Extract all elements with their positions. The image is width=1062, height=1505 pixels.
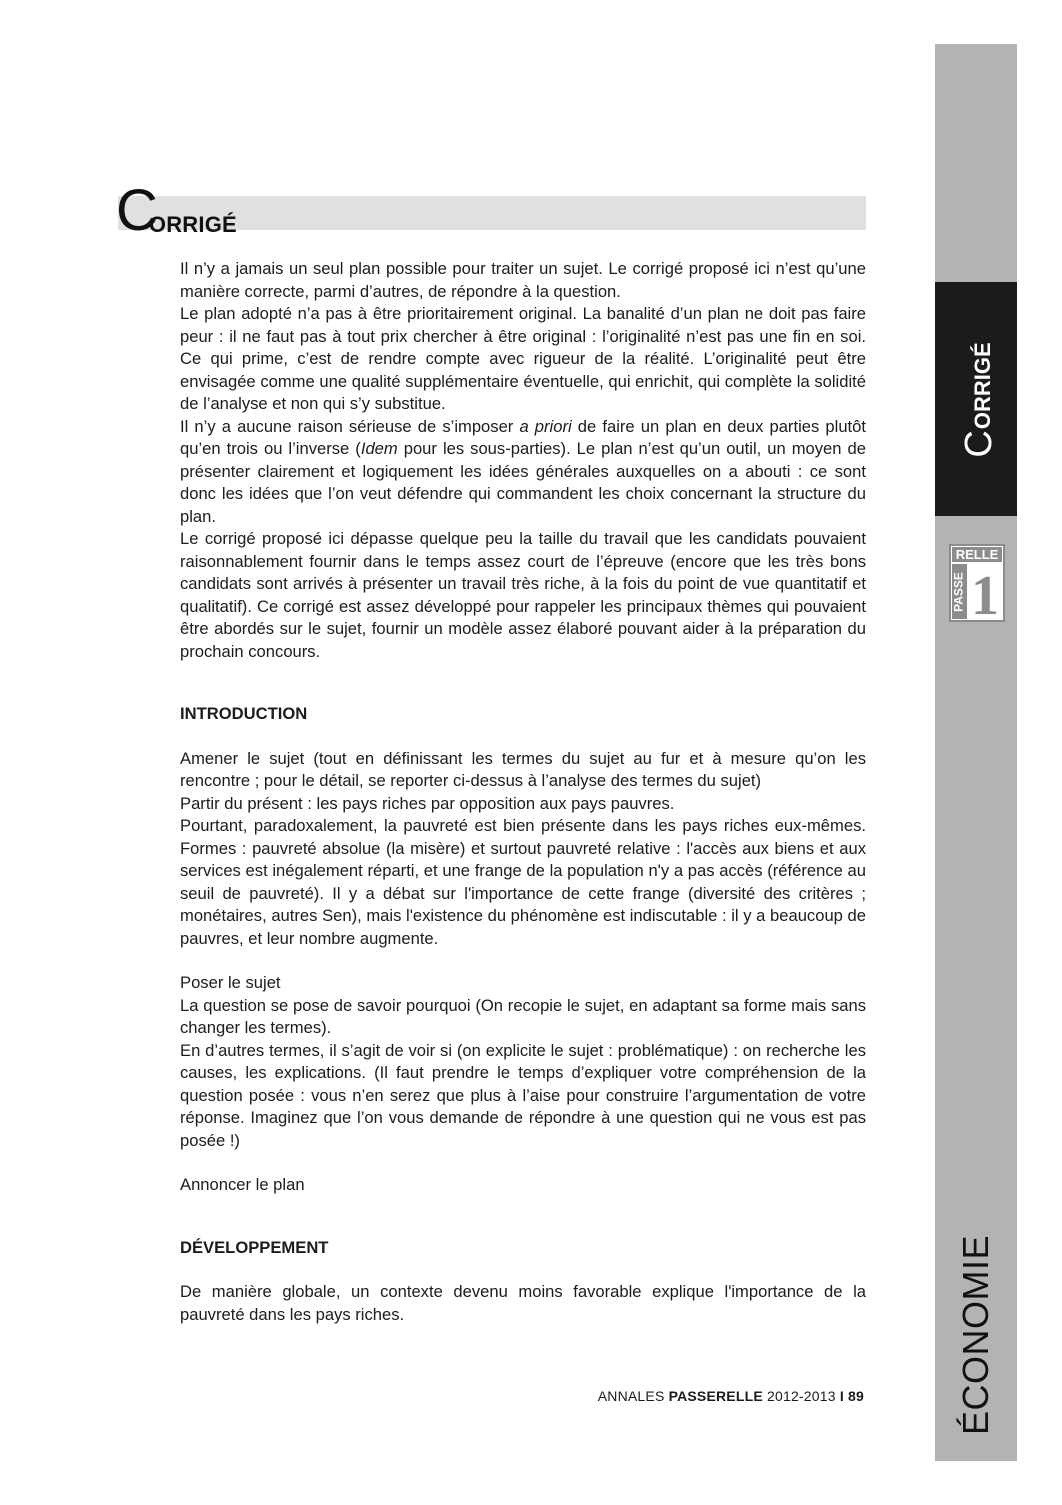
main-content: [180, 258, 866, 1326]
page-title-initial: C: [116, 178, 158, 243]
text-italic: a priori: [519, 416, 572, 436]
text-italic: Idem: [360, 439, 398, 458]
paragraph: Pourtant, paradoxalement, la pauvreté est bien présente dans les pays riches eux-mêmes. Formes : pauvreté absolue (la misère) et surtout pauvreté relative : l'accès aux biens et aux services est inégalement réparti, et une frange de la population n'y a pas accès (référence au seuil de pauvreté). Il y a débat sur l'importance de cette frange (diversité des critères ; monétaires, autres Sen), mais l'existence du phénomène est indiscutable : il y a beaucoup de pauvres, et leur nombre augmente.: [180, 816, 866, 948]
logo-side-text: PASSE: [951, 572, 966, 612]
paragraph: [180, 416, 866, 529]
footer-separator: I: [839, 1388, 849, 1404]
paragraph: De manière globale, un contexte devenu moins favorable explique l'importance de la pauvreté dans les pays riches.: [180, 1282, 866, 1324]
logo-number: 1: [971, 565, 999, 622]
logo-top-text: RELLE: [955, 547, 999, 562]
paragraph: Le plan adopté n’a pas à être prioritairement original. La banalité d’un plan ne doit pas faire peur : il ne faut pas à tout prix chercher à être original : l’originalité n’est pas une fin en soi. Ce qui prime, c’est de rendre compte avec rigueur de la réalité. L’originalité peut être envisagée comme une qualité supplémentaire éventuelle, qui enrichit, qui complète la solidité de l’analyse et non qui s’y substitue.: [180, 304, 866, 413]
passerelle-logo-icon: [949, 544, 1005, 622]
section-heading-introduction: INTRODUCTION: [180, 704, 308, 723]
paragraph: Poser le sujet: [180, 973, 281, 992]
paragraph: Amener le sujet (tout en définissant les termes du sujet au fur et à mesure qu’on les rencontre ; pour le détail, se reporter ci-dessus à l’analyse des termes du sujet): [180, 748, 866, 790]
paragraph: En d’autres termes, il s’agit de voir si (on explicite le sujet : problématique) : on recherche les causes, les explications. (Il faut prendre le temps d’expliquer votre compréhension de la question posée : vous n’en serez que plus à l’aise pour construire l’argumentation de votre réponse. Imaginez que l’on vous demande de répondre à une question qui ne vous est pas posée !): [180, 1040, 866, 1150]
footer-years: 2012-2013: [762, 1388, 840, 1404]
side-tab-section-text: ÉCONOMIE: [955, 1235, 996, 1436]
section-heading-developpement: DÉVELOPPEMENT: [180, 1237, 329, 1257]
side-tab-active-initial: C: [958, 430, 1000, 458]
page-title-text: ORRIGÉ: [148, 212, 237, 237]
text-run: pour les sous-parties). Le plan n’est qu’un outil, un moyen de présenter clairement et logiquement les idées générales auxquelles on a abouti : ce sont donc les idées que l’on veut défendre qui commandent les choix concernant la structure du plan.: [180, 439, 866, 526]
page-title: [116, 178, 237, 243]
paragraph: Annoncer le plan: [180, 1175, 305, 1194]
footer-label: ANNALES: [597, 1388, 669, 1404]
paragraph: Il n’y a jamais un seul plan possible pour traiter un sujet. Le corrigé proposé ici n’est qu’une manière correcte, parmi d’autres, de répondre à la question.: [180, 259, 866, 301]
page-number: 89: [848, 1388, 864, 1404]
paragraph: Le corrigé proposé ici dépasse quelque peu la taille du travail que les candidats pouvaient raisonnablement fournir dans le temps assez court de l’épreuve (encore que les très bons candidats sont arrivés à présenter un travail très riche, à la fois du point de vue quantitatif et qualitatif). Ce corrigé est assez développé pour rappeler les principaux thèmes qui pouvaient être abordés sur le sujet, fournir un modèle assez élaboré pouvant aider à la préparation du prochain concours.: [180, 529, 866, 661]
text-run: de faire un plan en deux parties plutôt qu’en trois ou l’inverse (: [180, 416, 866, 458]
side-tab-active-text: ORRIGÉ: [970, 342, 995, 430]
footer-brand: PASSERELLE: [668, 1388, 763, 1404]
paragraph: La question se pose de savoir pourquoi (On recopie le sujet, en adaptant sa forme mais sans changer les termes).: [180, 995, 866, 1037]
text-run: Il n’y a aucune raison sérieuse de s’imposer: [180, 416, 520, 436]
page-footer: [598, 1388, 864, 1404]
paragraph: Partir du présent : les pays riches par opposition aux pays pauvres.: [180, 793, 675, 813]
